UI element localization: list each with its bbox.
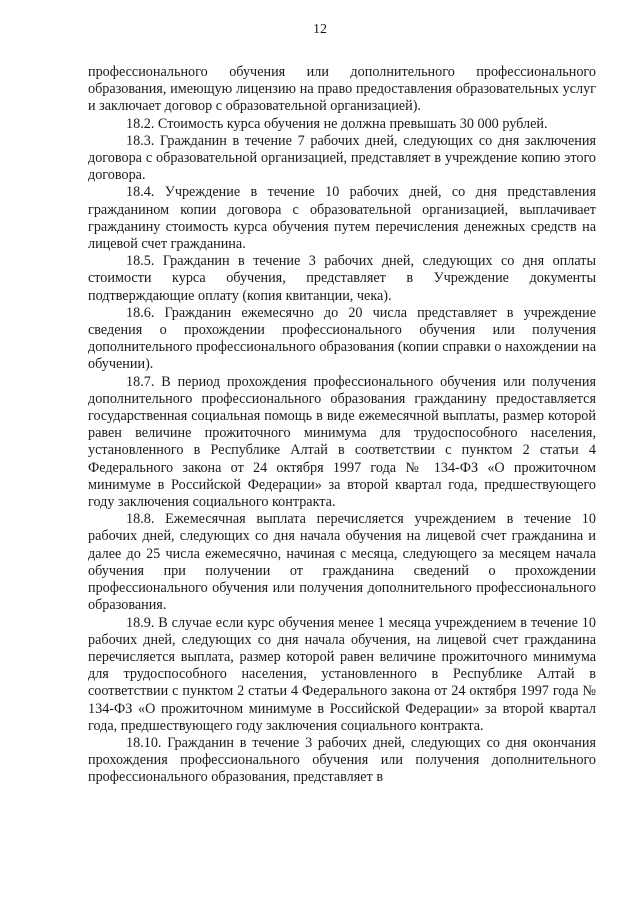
paragraph-18-10: 18.10. Гражданин в течение 3 рабочих дней, следующих со дня окончания прохождения профессионального обучения или получения дополнительного профессионального образования, представляет в: [88, 734, 596, 786]
paragraph-18-3: 18.3. Гражданин в течение 7 рабочих дней, следующих со дня заключения договора с образовательной организацией, представляет в учреждение копию этого договора.: [88, 132, 596, 184]
paragraph-18-6: 18.6. Гражданин ежемесячно до 20 числа представляет в учреждение сведения о прохождении профессионального обучения или получения дополнительного профессионального образования (копии справки о нахождении на обучении).: [88, 304, 596, 373]
paragraph-18-2: 18.2. Стоимость курса обучения не должна превышать 30 000 рублей.: [126, 115, 548, 132]
paragraph-continuation: профессионального обучения или дополнительного профессионального образования, имеющую лицензию на право предоставления образовательных услуг и заключает договор с образовательной организацией).: [88, 64, 596, 115]
paragraph-18-4: 18.4. Учреждение в течение 10 рабочих дней, со дня представления гражданином копии договора с образовательной организацией, выплачивает гражданину стоимость курса обучения путем перечисления денежных средств на лицевой счет гражданина.: [88, 184, 596, 253]
paragraph-18-5: 18.5. Гражданин в течение 3 рабочих дней, следующих со дня оплаты стоимости курса обучения, представляет в Учреждение документы подтверждающие оплату (копия квитанции, чека).: [88, 253, 596, 304]
document-body: [88, 64, 596, 787]
paragraph-18-7: 18.7. В период прохождения профессионального обучения или получения дополнительного профессионального образования гражданину предоставляется государственная социальная помощь в виде ежемесячной выплаты, размер которой равен величине прожиточного минимума для трудоспособного населения, установленного в Республике Алтай в соответствии с пунктом 2 статьи 4 Федерального закона от 24 октября 1997 года № 134-ФЗ «О прожиточном минимуме в Российской Федерации» за второй квартал года, предшествующего году заключения социального контракта.: [88, 373, 596, 511]
page-number: 12: [313, 22, 327, 37]
paragraph-18-9: 18.9. В случае если курс обучения менее 1 месяца учреждением в течение 10 рабочих дней, следующих со дня начала обучения, на лицевой счет гражданина перечисляется выплата, размер которой равен величине прожиточного минимума для трудоспособного населения, установленного в Республике Алтай в соответствии с пунктом 2 статьи 4 Федерального закона от 24 октября 1997 года № 134-ФЗ «О прожиточном минимуме в Российской Федерации» за второй квартал года, предшествующего году заключения социального контракта.: [88, 614, 596, 734]
paragraph-18-8: 18.8. Ежемесячная выплата перечисляется учреждением в течение 10 рабочих дней, следующих со дня начала обучения на лицевой счет гражданина и далее до 25 числа ежемесячно, начиная с месяца, следующего за месяцем начала обучения при получении от гражданина сведений о прохождении профессионального обучения или получения дополнительного профессионального образования.: [88, 511, 596, 614]
